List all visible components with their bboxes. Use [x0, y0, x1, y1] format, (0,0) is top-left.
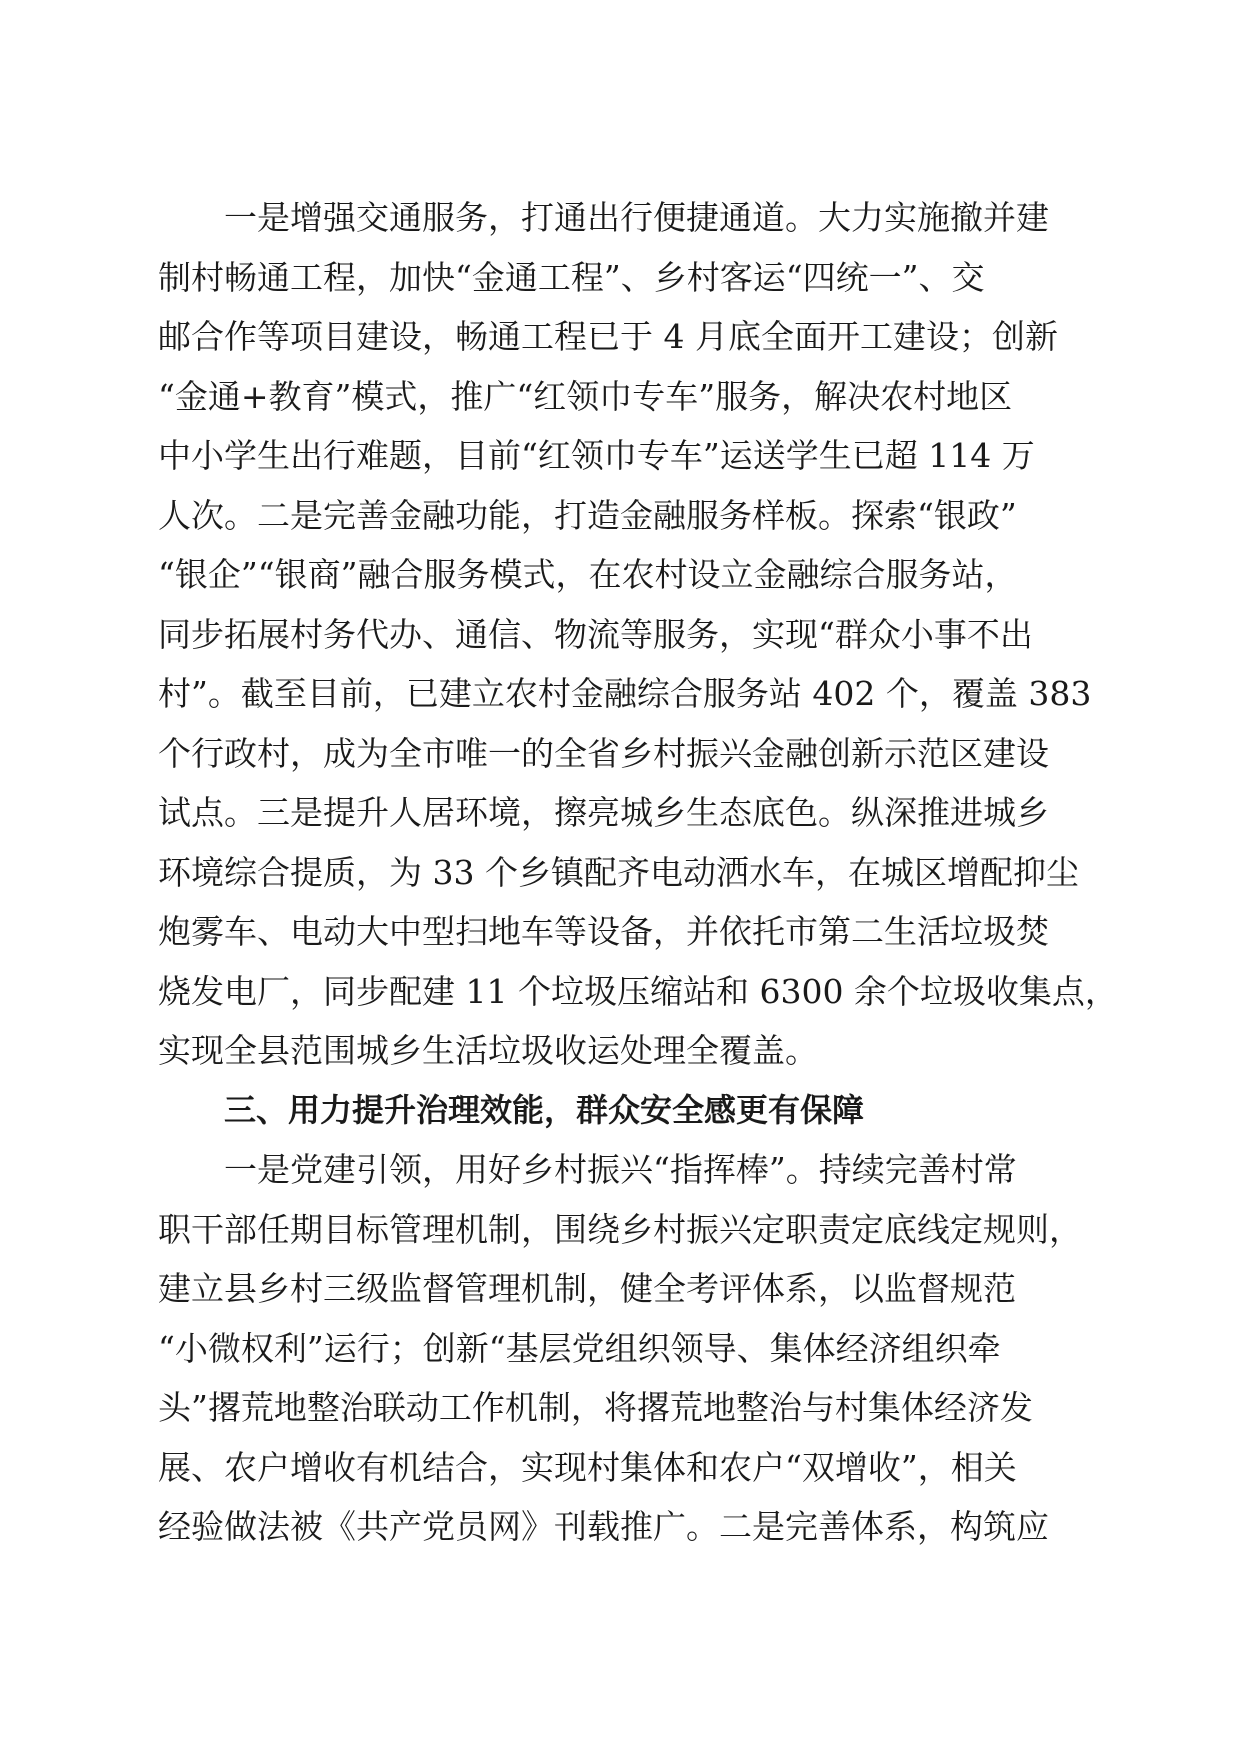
paragraph-line: 炮雾车、电动大中型扫地车等设备，并依托市第二生活垃圾焚: [158, 912, 1049, 951]
paragraph-line: 邮合作等项目建设，畅通工程已于 4 月底全面开工建设；创新: [158, 317, 1058, 356]
paragraph-line: “小微权利”运行；创新“基层党组织领导、集体经济组织牵: [158, 1328, 1001, 1368]
paragraph-line: 一是党建引领，用好乡村振兴“指挥棒”。持续完善村常: [224, 1150, 1017, 1189]
paragraph-line: 试点。三是提升人居环境，擦亮城乡生态底色。纵深推进城乡: [158, 793, 1049, 832]
paragraph-line: 中小学生出行难题，目前“红领巾专车”运送学生已超 114 万: [158, 436, 1035, 475]
paragraph-line: “银企”“银商”融合服务模式，在农村设立金融综合服务站，: [158, 555, 1018, 594]
paragraph-line: 实现全县范围城乡生活垃圾收运处理全覆盖。: [158, 1031, 818, 1070]
paragraph-line: 同步拓展村务代办、通信、物流等服务，实现“群众小事不出: [158, 614, 1033, 654]
paragraph-line: 职干部任期目标管理机制，围绕乡村振兴定职责定底线定规则，: [158, 1209, 1082, 1249]
paragraph-line: 一是增强交通服务，打通出行便捷通道。大力实施撤并建: [224, 198, 1049, 237]
paragraph-line: 人次。二是完善金融功能，打造金融服务样板。探索“银政”: [158, 495, 1017, 535]
paragraph-line: 烧发电厂，同步配建 11 个垃圾压缩站和 6300 余个垃圾收集点，: [158, 971, 1118, 1011]
paragraph-line: 展、农户增收有机结合，实现村集体和农户“双增收”，相关: [158, 1447, 1017, 1487]
body-text: [158, 188, 1118, 1557]
paragraph-line: 村”。截至目前，已建立农村金融综合服务站 402 个，覆盖 383: [158, 674, 1092, 713]
section-heading: 三、用力提升治理效能，群众安全感更有保障: [224, 1090, 865, 1129]
paragraph-line: 建立县乡村三级监督管理机制，健全考评体系，以监督规范: [158, 1269, 1016, 1308]
paragraph-line: 经验做法被《共产党员网》刊载推广。二是完善体系，构筑应: [158, 1507, 1049, 1546]
paragraph-line: 个行政村，成为全市唯一的全省乡村振兴金融创新示范区建设: [158, 733, 1049, 773]
paragraph-line: 头”撂荒地整治联动工作机制，将撂荒地整治与村集体经济发: [158, 1388, 1033, 1427]
paragraph-line: 制村畅通工程，加快“金通工程”、乡村客运“四统一”、交: [158, 257, 985, 297]
paragraph-line: “金通+教育”模式，推广“红领巾专车”服务，解决农村地区: [158, 376, 1013, 416]
paragraph-line: 环境综合提质，为 33 个乡镇配齐电动洒水车，在城区增配抑尘: [158, 852, 1079, 892]
